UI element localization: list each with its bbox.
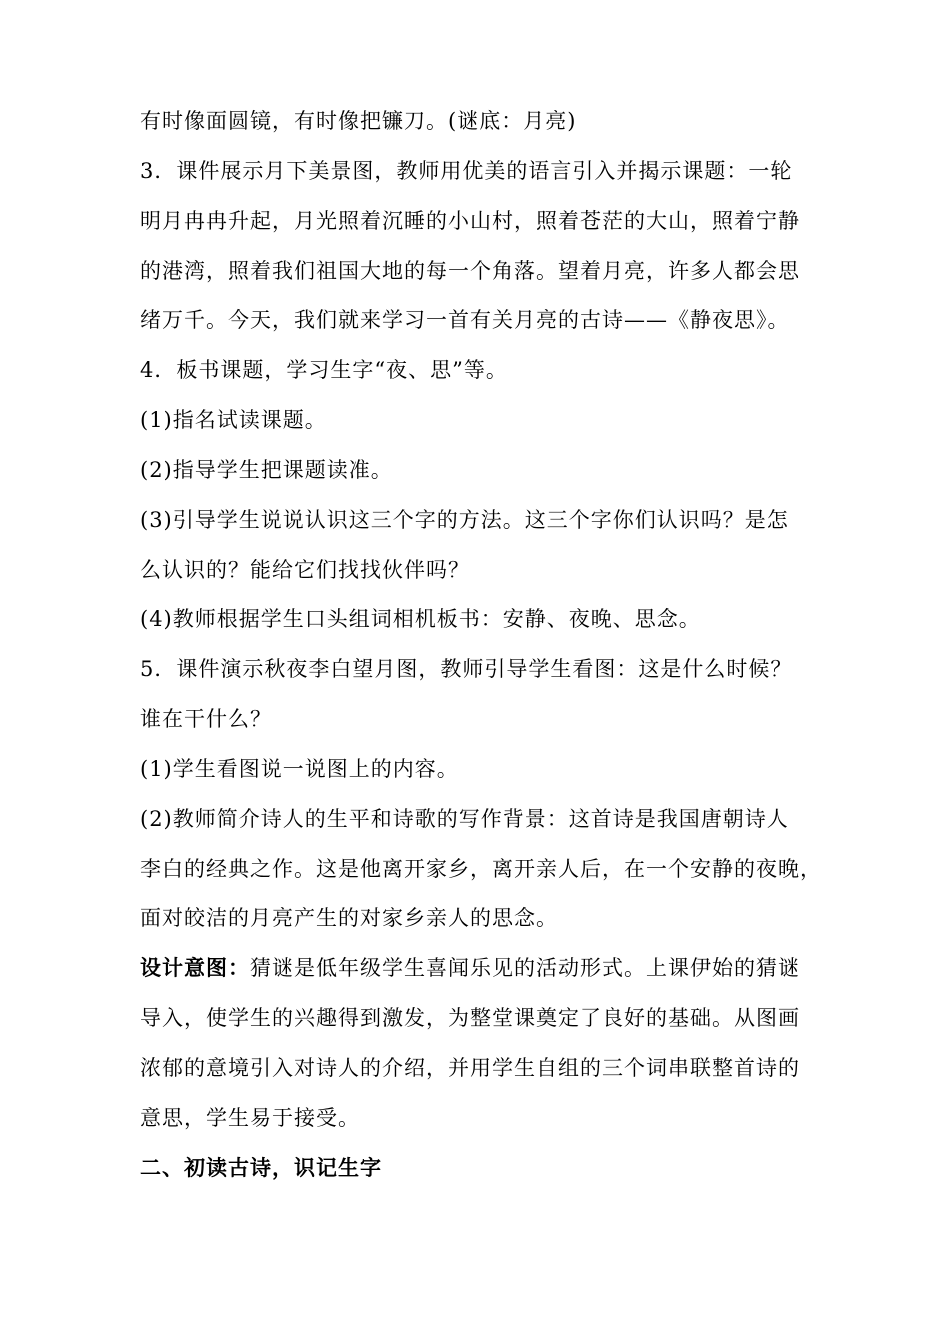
text-line: (2)指导学生把课题读准。 <box>140 458 393 482</box>
text-line: 谁在干什么？ <box>140 707 272 731</box>
text-line: 明月冉冉升起，月光照着沉睡的小山村，照着苍茫的大山，照着宁静 <box>140 209 800 233</box>
text-line: 4．板书课题，学习生字“夜、思”等。 <box>140 358 508 382</box>
text-line: 么认识的？能给它们找找伙伴吗？ <box>140 558 470 582</box>
text-line: 李白的经典之作。这是他离开家乡，离开亲人后，在一个安静的夜晚， <box>140 857 822 881</box>
design-intent-line: 导入，使学生的兴趣得到激发，为整堂课奠定了良好的基础。从图画 <box>140 1006 800 1030</box>
text-line: 面对皎洁的月亮产生的对家乡亲人的思念。 <box>140 906 558 930</box>
text-line: (4)教师根据学生口头组词相机板书：安静、夜晚、思念。 <box>140 607 701 631</box>
text-line: 5．课件演示秋夜李白望月图，教师引导学生看图：这是什么时候？ <box>140 657 793 681</box>
design-intent-text: 猜谜是低年级学生喜闻乐见的活动形式。上课伊始的猜谜 <box>250 956 800 980</box>
section-heading: 二、初读古诗，识记生字 <box>140 1156 382 1180</box>
design-intent-label: 设计意图： <box>140 955 250 980</box>
design-intent-line: 浓郁的意境引入对诗人的介绍，并用学生自组的三个词串联整首诗的 <box>140 1056 800 1080</box>
text-line: (1)指名试读课题。 <box>140 408 327 432</box>
text-line: (1)学生看图说一说图上的内容。 <box>140 757 459 781</box>
text-line: 3．课件展示月下美景图，教师用优美的语言引入并揭示课题：一轮 <box>140 159 793 183</box>
design-intent-line: 意思，学生易于接受。 <box>140 1106 360 1130</box>
text-line: 有时像面圆镜，有时像把镰刀。(谜底：月亮) <box>140 109 577 133</box>
text-line: (2)教师简介诗人的生平和诗歌的写作背景：这首诗是我国唐朝诗人 <box>140 807 789 831</box>
design-intent-paragraph <box>140 953 830 983</box>
text-line: 的港湾，照着我们祖国大地的每一个角落。望着月亮，许多人都会思 <box>140 259 800 283</box>
text-line: (3)引导学生说说认识这三个字的方法。这三个字你们认识吗？是怎 <box>140 508 789 532</box>
text-line: 绪万千。今天，我们就来学习一首有关月亮的古诗——《静夜思》。 <box>140 308 790 332</box>
